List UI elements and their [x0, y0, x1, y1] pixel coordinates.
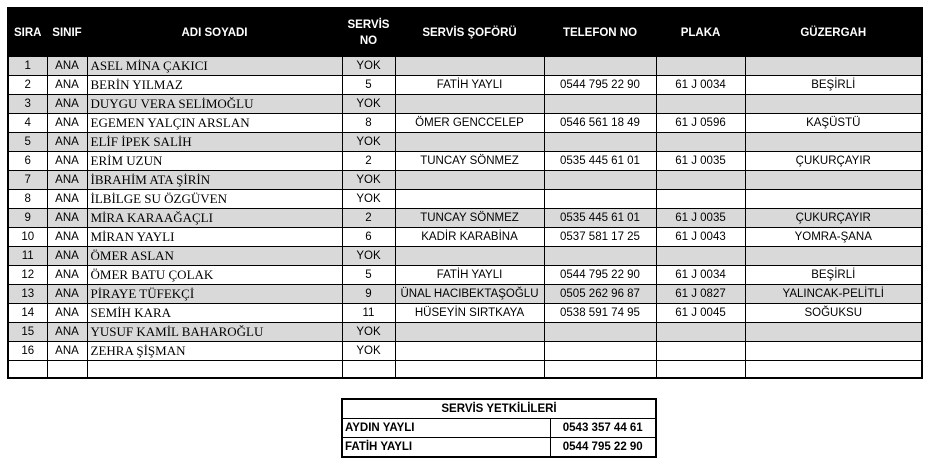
cell-servis-soforu: ÜNAL HACIBEKTAŞOĞLU	[395, 285, 544, 304]
empty-cell	[47, 361, 87, 379]
table-row	[8, 190, 922, 209]
table-row	[8, 228, 922, 247]
table-row	[8, 95, 922, 114]
table-row	[8, 152, 922, 171]
cell-guzergah	[745, 95, 922, 114]
cell-name: ERİM UZUN	[87, 152, 342, 171]
authority-phone: 0543 357 44 61	[550, 419, 656, 438]
cell-name: ELİF İPEK SALİH	[87, 133, 342, 152]
cell-sira: 14	[8, 304, 47, 323]
cell-name: BERİN YILMAZ	[87, 76, 342, 95]
cell-sinif: ANA	[47, 228, 87, 247]
table-row	[8, 114, 922, 133]
empty-cell	[656, 361, 745, 379]
cell-sinif: ANA	[47, 171, 87, 190]
cell-servis-soforu: TUNCAY SÖNMEZ	[395, 152, 544, 171]
table-row	[8, 133, 922, 152]
cell-name: ÖMER ASLAN	[87, 247, 342, 266]
authority-phone: 0544 795 22 90	[550, 438, 656, 458]
cell-servis-no: YOK	[342, 171, 395, 190]
header-telefon-no: TELEFON NO	[544, 8, 656, 57]
cell-telefon-no	[544, 342, 656, 361]
empty-cell	[544, 361, 656, 379]
table-row	[8, 285, 922, 304]
student-service-table	[7, 7, 923, 379]
cell-telefon-no: 0535 445 61 01	[544, 209, 656, 228]
authorities-title-row	[342, 399, 656, 419]
cell-sinif: ANA	[47, 304, 87, 323]
cell-name: DUYGU VERA SELİMOĞLU	[87, 95, 342, 114]
empty-cell	[87, 361, 342, 379]
cell-servis-soforu: FATİH YAYLI	[395, 76, 544, 95]
cell-sira: 2	[8, 76, 47, 95]
cell-servis-no: 8	[342, 114, 395, 133]
cell-servis-no: YOK	[342, 323, 395, 342]
header-servis-soforu: SERVİS ŞOFÖRÜ	[395, 8, 544, 57]
cell-servis-soforu: KADİR KARABİNA	[395, 228, 544, 247]
cell-sinif: ANA	[47, 342, 87, 361]
cell-plaka: 61 J 0034	[656, 266, 745, 285]
cell-sira: 13	[8, 285, 47, 304]
cell-guzergah	[745, 342, 922, 361]
cell-sira: 9	[8, 209, 47, 228]
cell-sira: 3	[8, 95, 47, 114]
cell-name: ASEL MİNA ÇAKICI	[87, 57, 342, 76]
cell-guzergah	[745, 247, 922, 266]
cell-sira: 16	[8, 342, 47, 361]
cell-name: PİRAYE TÜFEKÇİ	[87, 285, 342, 304]
cell-servis-no: 9	[342, 285, 395, 304]
header-servis-no-line2: NO	[359, 34, 378, 47]
cell-plaka	[656, 342, 745, 361]
cell-telefon-no	[544, 323, 656, 342]
cell-telefon-no	[544, 190, 656, 209]
cell-telefon-no: 0544 795 22 90	[544, 266, 656, 285]
table-row	[8, 323, 922, 342]
cell-telefon-no: 0546 561 18 49	[544, 114, 656, 133]
cell-guzergah	[745, 323, 922, 342]
cell-name: İLBİLGE SU ÖZGÜVEN	[87, 190, 342, 209]
empty-cell	[745, 361, 922, 379]
cell-guzergah: YALINCAK-PELİTLİ	[745, 285, 922, 304]
cell-plaka: 61 J 0596	[656, 114, 745, 133]
cell-sinif: ANA	[47, 152, 87, 171]
header-adi-soyadi: ADI SOYADI	[87, 8, 342, 57]
cell-sinif: ANA	[47, 190, 87, 209]
header-servis-no	[342, 8, 395, 57]
cell-plaka	[656, 171, 745, 190]
cell-servis-soforu	[395, 323, 544, 342]
cell-plaka: 61 J 0045	[656, 304, 745, 323]
cell-telefon-no: 0535 445 61 01	[544, 152, 656, 171]
cell-plaka	[656, 323, 745, 342]
table-row	[8, 76, 922, 95]
cell-sira: 1	[8, 57, 47, 76]
table-row	[8, 57, 922, 76]
cell-sira: 6	[8, 152, 47, 171]
cell-telefon-no: 0537 581 17 25	[544, 228, 656, 247]
cell-sinif: ANA	[47, 57, 87, 76]
cell-servis-no: YOK	[342, 190, 395, 209]
cell-servis-no: 11	[342, 304, 395, 323]
cell-telefon-no	[544, 171, 656, 190]
cell-sinif: ANA	[47, 266, 87, 285]
table-row	[8, 209, 922, 228]
cell-servis-no: 2	[342, 152, 395, 171]
cell-telefon-no: 0538 591 74 95	[544, 304, 656, 323]
empty-row	[8, 361, 922, 379]
header-plaka: PLAKA	[656, 8, 745, 57]
table-body	[8, 57, 922, 379]
authority-name: FATİH YAYLI	[342, 438, 550, 458]
cell-guzergah	[745, 57, 922, 76]
cell-servis-soforu	[395, 171, 544, 190]
cell-servis-soforu	[395, 133, 544, 152]
cell-telefon-no	[544, 57, 656, 76]
cell-plaka: 61 J 0035	[656, 209, 745, 228]
cell-servis-no: 5	[342, 266, 395, 285]
cell-guzergah	[745, 133, 922, 152]
cell-servis-no: 6	[342, 228, 395, 247]
cell-sira: 4	[8, 114, 47, 133]
cell-telefon-no	[544, 247, 656, 266]
cell-servis-no: 5	[342, 76, 395, 95]
cell-servis-soforu: ÖMER GENCCELEP	[395, 114, 544, 133]
cell-telefon-no: 0505 262 96 87	[544, 285, 656, 304]
cell-servis-soforu	[395, 247, 544, 266]
header-servis-no-line1: SERVİS	[347, 18, 390, 31]
cell-name: SEMİH KARA	[87, 304, 342, 323]
table-row	[8, 342, 922, 361]
header-guzergah: GÜZERGAH	[745, 8, 922, 57]
cell-servis-no: YOK	[342, 57, 395, 76]
cell-servis-soforu: FATİH YAYLI	[395, 266, 544, 285]
empty-cell	[8, 361, 47, 379]
table-row	[8, 266, 922, 285]
table-row	[8, 247, 922, 266]
cell-guzergah: KAŞÜSTÜ	[745, 114, 922, 133]
cell-sinif: ANA	[47, 285, 87, 304]
empty-cell	[342, 361, 395, 379]
cell-sira: 12	[8, 266, 47, 285]
cell-telefon-no	[544, 133, 656, 152]
cell-sira: 8	[8, 190, 47, 209]
cell-servis-soforu	[395, 57, 544, 76]
cell-sira: 11	[8, 247, 47, 266]
cell-sinif: ANA	[47, 209, 87, 228]
cell-sinif: ANA	[47, 114, 87, 133]
cell-plaka: 61 J 0034	[656, 76, 745, 95]
cell-plaka	[656, 190, 745, 209]
authorities-title: SERVİS YETKİLİLERİ	[342, 399, 656, 419]
cell-name: İBRAHİM ATA ŞİRİN	[87, 171, 342, 190]
cell-sira: 15	[8, 323, 47, 342]
cell-sinif: ANA	[47, 323, 87, 342]
cell-plaka	[656, 57, 745, 76]
cell-servis-soforu: TUNCAY SÖNMEZ	[395, 209, 544, 228]
cell-plaka	[656, 247, 745, 266]
cell-plaka	[656, 95, 745, 114]
cell-sinif: ANA	[47, 76, 87, 95]
cell-sinif: ANA	[47, 247, 87, 266]
cell-guzergah: BEŞİRLİ	[745, 266, 922, 285]
authority-row	[342, 419, 656, 438]
cell-servis-soforu	[395, 342, 544, 361]
table-row	[8, 304, 922, 323]
cell-name: MİRAN YAYLI	[87, 228, 342, 247]
cell-guzergah	[745, 190, 922, 209]
cell-servis-soforu: HÜSEYİN SIRTKAYA	[395, 304, 544, 323]
cell-name: ZEHRA ŞİŞMAN	[87, 342, 342, 361]
cell-guzergah: BEŞİRLİ	[745, 76, 922, 95]
cell-name: EGEMEN YALÇIN ARSLAN	[87, 114, 342, 133]
cell-plaka: 61 J 0035	[656, 152, 745, 171]
cell-guzergah: ÇUKURÇAYIR	[745, 152, 922, 171]
cell-name: ÖMER BATU ÇOLAK	[87, 266, 342, 285]
cell-servis-soforu	[395, 95, 544, 114]
cell-name: YUSUF KAMİL BAHAROĞLU	[87, 323, 342, 342]
cell-plaka: 61 J 0827	[656, 285, 745, 304]
cell-servis-soforu	[395, 190, 544, 209]
cell-sira: 7	[8, 171, 47, 190]
cell-plaka: 61 J 0043	[656, 228, 745, 247]
table-row	[8, 171, 922, 190]
cell-sira: 10	[8, 228, 47, 247]
cell-telefon-no: 0544 795 22 90	[544, 76, 656, 95]
cell-guzergah	[745, 171, 922, 190]
authority-row	[342, 438, 656, 458]
cell-guzergah: ÇUKURÇAYIR	[745, 209, 922, 228]
cell-plaka	[656, 133, 745, 152]
cell-sinif: ANA	[47, 133, 87, 152]
header-row	[8, 8, 922, 57]
cell-sinif: ANA	[47, 95, 87, 114]
cell-servis-no: YOK	[342, 95, 395, 114]
cell-servis-no: YOK	[342, 247, 395, 266]
cell-servis-no: YOK	[342, 133, 395, 152]
cell-servis-no: 2	[342, 209, 395, 228]
authority-name: AYDIN YAYLI	[342, 419, 550, 438]
header-sinif: SINIF	[47, 8, 87, 57]
cell-sira: 5	[8, 133, 47, 152]
cell-servis-no: YOK	[342, 342, 395, 361]
header-sira: SIRA	[8, 8, 47, 57]
cell-name: MİRA KARAAĞAÇLI	[87, 209, 342, 228]
cell-guzergah: YOMRA-ŞANA	[745, 228, 922, 247]
empty-cell	[395, 361, 544, 379]
service-authorities-table	[341, 398, 657, 458]
cell-telefon-no	[544, 95, 656, 114]
cell-guzergah: SOĞUKSU	[745, 304, 922, 323]
